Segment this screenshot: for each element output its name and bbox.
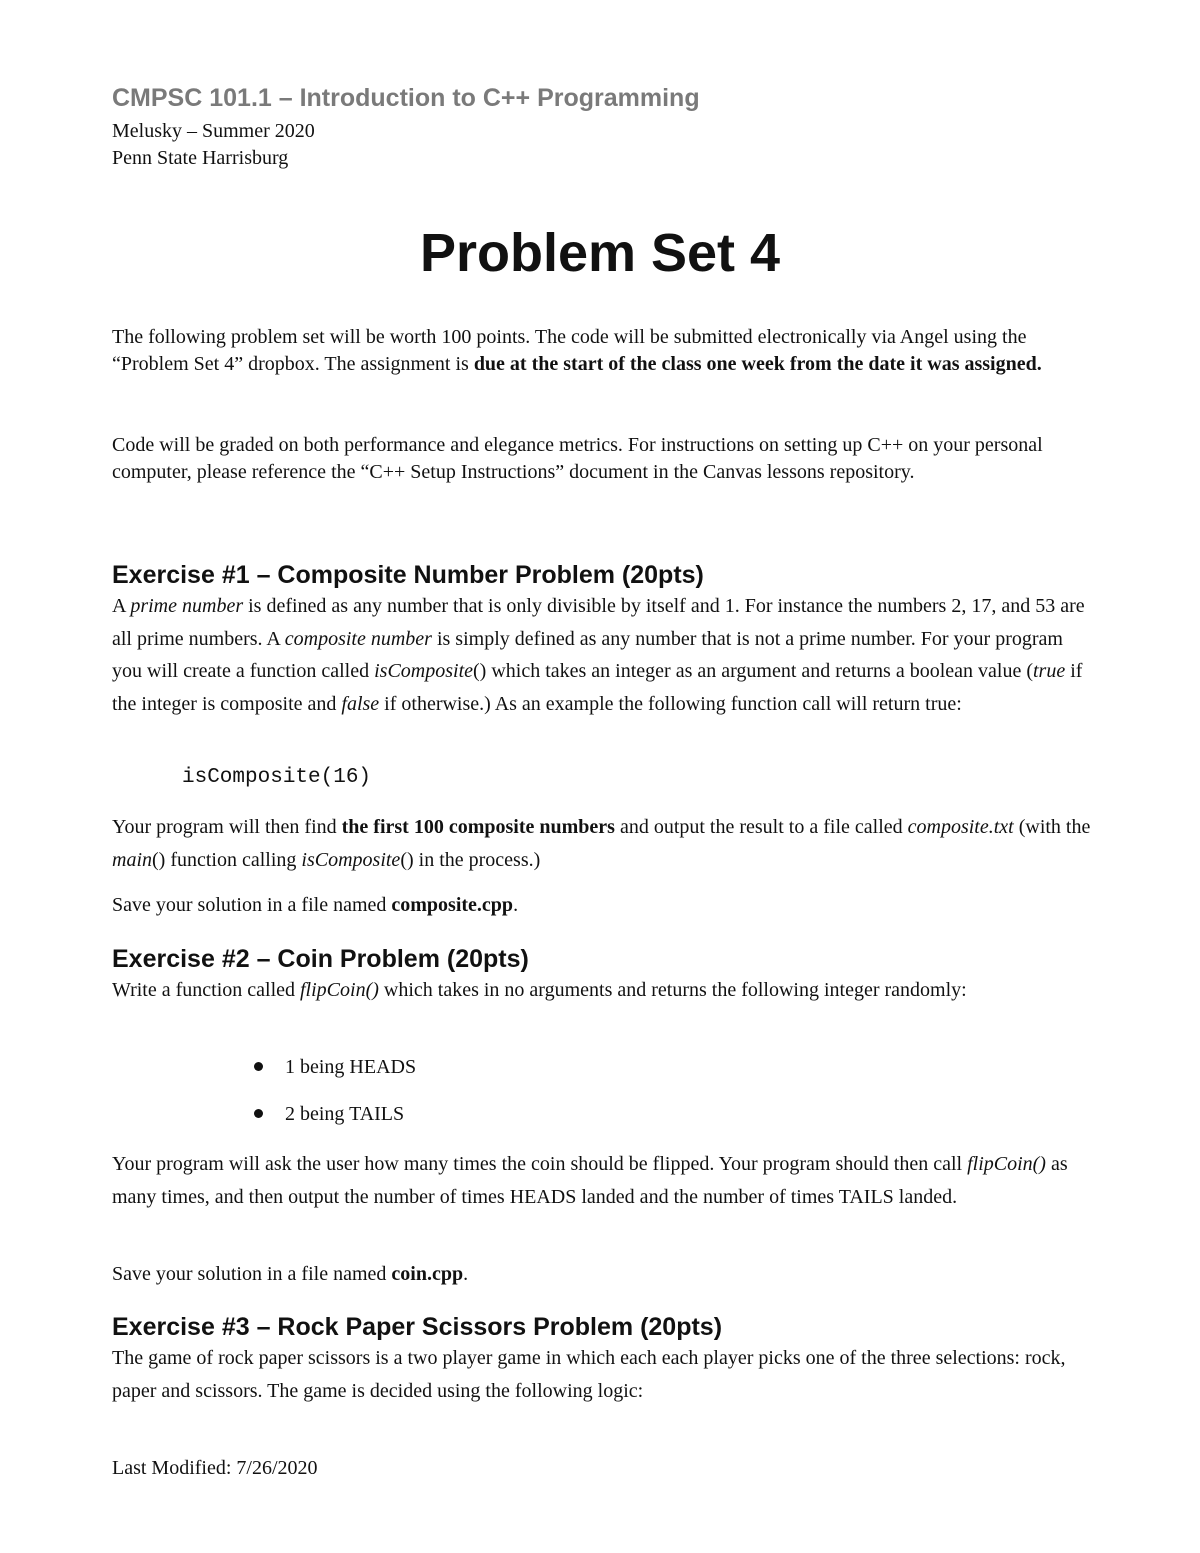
- text-run: and output the result to a file called: [614, 816, 908, 838]
- function-name: isComposite: [374, 660, 474, 682]
- text-run: () function calling: [152, 848, 302, 871]
- bullet-icon: [254, 1109, 263, 1118]
- solution-filename: composite.cpp: [391, 894, 514, 916]
- term-true: true: [1033, 660, 1066, 682]
- term-prime-number: prime number: [130, 595, 244, 617]
- text-run: if otherwise.) As an example the following function call will return true:: [379, 692, 962, 715]
- text-run: Save your solution in a file named: [112, 1263, 392, 1285]
- intro-paragraph-2: Code will be graded on both performance and elegance metrics. For instructions on setting up C++ on your personal computer, please reference the “C++ Setup Instructions” document in the Canvas lessons repository.: [112, 434, 1043, 483]
- text-run: is defined as any number that is only divisible by itself and 1. For instance the numbers 2, 17, and 53 are all prime numbers. A: [112, 595, 1085, 650]
- list-item-text: 1 being HEADS: [285, 1056, 417, 1078]
- code-example: isComposite(16): [182, 766, 372, 789]
- list-item-text: 2 being TAILS: [285, 1103, 405, 1125]
- exercise-3-description: The game of rock paper scissors is a two player game in which each each player picks one of the three selections: rock, paper and scissors. The game is decided using the following logic:: [112, 1347, 1066, 1402]
- function-name: flipCoin(): [967, 1153, 1046, 1175]
- text-run: is simply defined as any number that is not a prime number. For your program you will create a function called: [112, 627, 1063, 682]
- exercise-3-heading: Exercise #3 – Rock Paper Scissors Problem (20pts): [112, 1313, 723, 1341]
- instructor-term: Melusky – Summer 2020: [112, 120, 315, 142]
- text-run: () which takes an integer as an argument and returns a boolean value (: [473, 660, 1033, 682]
- exercise-1-output-instructions: [112, 811, 1097, 876]
- exercise-2-save-instructions: [112, 1258, 1097, 1291]
- list-item: [254, 1056, 416, 1079]
- text-run: Save your solution in a file named: [112, 894, 392, 916]
- school-name: Penn State Harrisburg: [112, 147, 289, 169]
- text-run: as many times, and then output the number of times HEADS landed and the number of times TAILS landed.: [112, 1153, 1068, 1208]
- bullet-icon: [254, 1062, 263, 1071]
- exercise-1-save-instructions: [112, 889, 1097, 922]
- course-title: CMPSC 101.1 – Introduction to C++ Programming: [112, 84, 700, 112]
- exercise-2-program-instructions: [112, 1148, 1097, 1213]
- text-run: which takes in no arguments and returns the following integer randomly:: [378, 979, 967, 1001]
- text-run: Write a function called: [112, 979, 300, 1001]
- intro-paragraph-1: [112, 324, 1092, 378]
- last-modified-footer: Last Modified: 7/26/2020: [112, 1457, 318, 1479]
- exercise-1-heading: Exercise #1 – Composite Number Problem (20pts): [112, 561, 704, 589]
- bold-requirement: the first 100 composite numbers: [341, 816, 615, 838]
- text-run: A: [112, 595, 131, 617]
- function-name: flipCoin(): [300, 979, 379, 1001]
- intro-text: The following problem set will be worth 100 points. The code will be submitted electronically via Angel using the “Problem Set 4” dropbox. The assignment is: [112, 326, 1027, 375]
- text-run: .: [463, 1263, 469, 1285]
- text-run: Your program will ask the user how many times the coin should be flipped. Your program should then call: [112, 1153, 968, 1175]
- text-run: Your program will then find: [112, 816, 342, 838]
- exercise-2-description: [112, 974, 1097, 1007]
- solution-filename: coin.cpp: [391, 1263, 464, 1285]
- text-run: .: [513, 894, 519, 916]
- term-false: false: [341, 692, 380, 715]
- text-run: (with the: [1013, 816, 1091, 838]
- output-filename: composite.txt: [907, 816, 1014, 838]
- exercise-1-description: [112, 590, 1097, 720]
- function-name: main: [112, 848, 152, 871]
- text-run: if the integer is composite and: [112, 660, 1083, 715]
- intro-period: .: [1036, 353, 1042, 375]
- exercise-2-heading: Exercise #2 – Coin Problem (20pts): [112, 945, 529, 973]
- page-title: Problem Set 4: [419, 223, 781, 283]
- term-composite-number: composite number: [284, 627, 432, 650]
- function-name: isComposite: [301, 848, 401, 871]
- text-run: () in the process.): [400, 848, 541, 871]
- due-date-emphasis: due at the start of the class one week from the date it was assigned: [473, 353, 1037, 375]
- list-item: [254, 1103, 404, 1126]
